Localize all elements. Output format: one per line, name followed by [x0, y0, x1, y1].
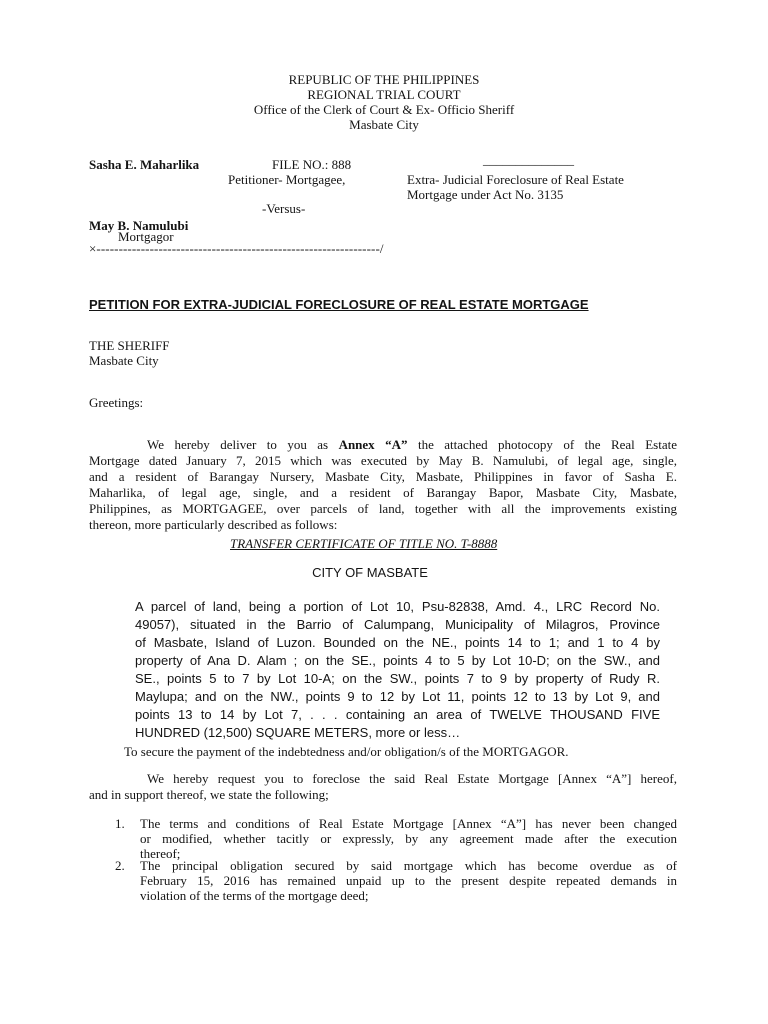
- file-number: FILE NO.: 888: [272, 157, 352, 172]
- request-line-2: and in support thereof, we state the following;: [89, 787, 329, 802]
- caption-separator: ×----------------------------------------------------------------/: [89, 241, 384, 256]
- petitioner-name: Sasha E. Maharlika: [89, 157, 200, 172]
- petitioner-role: Petitioner- Mortgagee,: [228, 172, 346, 187]
- land-description-line: A parcel of land, being a portion of Lot 10, Psu-82838, Amd. 4., LRC Record No.: [135, 599, 660, 614]
- addressee-line-1: THE SHERIFF: [89, 338, 170, 353]
- land-description-line: HUNDRED (12,500) SQUARE METERS, more or less…: [135, 725, 461, 740]
- list-item-line: violation of the terms of the mortgage deed;: [140, 888, 369, 903]
- tct-heading: TRANSFER CERTIFICATE OF TITLE NO. T-8888: [230, 536, 498, 551]
- intro-line-1: We hereby deliver to you as Annex “A” the attached photocopy of the Real Estate: [147, 437, 677, 452]
- greeting: Greetings:: [89, 395, 144, 410]
- header-court: REGIONAL TRIAL COURT: [307, 87, 461, 102]
- intro-line-2: Mortgage dated January 7, 2015 which was executed by May B. Namulubi, of legal age, single,: [89, 453, 677, 468]
- petition-title: PETITION FOR EXTRA-JUDICIAL FORECLOSURE OF REAL ESTATE MORTGAGE: [89, 297, 589, 312]
- city-heading: CITY OF MASBATE: [312, 565, 428, 580]
- land-description-line: points 13 to 14 by Lot 7, . . . containing an area of TWELVE THOUSAND FIVE: [135, 707, 660, 722]
- land-description-line: of Masbate, Island of Luzon. Bounded on the NE., points 14 to 1; and 1 to 4 by: [135, 635, 660, 650]
- case-title-line-1: Extra- Judicial Foreclosure of Real Estate: [407, 172, 624, 187]
- header-city: Masbate City: [349, 117, 419, 132]
- list-item-line: or modified, whether tacitly or expressly, by any agreement made after the execution: [140, 831, 677, 846]
- addressee-line-2: Masbate City: [89, 353, 159, 368]
- list-item-line: February 15, 2016 has remained unpaid up to the present despite repeated demands in: [140, 873, 677, 888]
- land-description-line: SE., points 5 to 7 by Lot 10-A; on the SW., points 7 to 9 by property of Rudy R.: [135, 671, 660, 686]
- request-line-1: We hereby request you to foreclose the said Real Estate Mortgage [Annex “A”] hereof,: [147, 771, 677, 786]
- file-blank-line: ______________: [483, 152, 574, 167]
- list-item-line: The principal obligation secured by said mortgage which has become overdue as of: [140, 858, 677, 873]
- respondent-role: Mortgagor: [118, 229, 174, 244]
- list-item-number: 2.: [115, 858, 125, 873]
- list-item-number: 1.: [115, 816, 125, 831]
- list-item-line: thereof;: [140, 846, 181, 861]
- versus-label: -Versus-: [262, 201, 306, 216]
- intro-line-4: Maharlika, of legal age, single, and a resident of Barangay Bapor, Masbate City, Masbate,: [89, 485, 677, 500]
- land-description-line: 49057), situated in the Barrio of Calumpang, Municipality of Milagros, Province: [135, 617, 660, 632]
- case-title-line-2: Mortgage under Act No. 3135: [407, 187, 564, 202]
- land-description-line: property of Ana D. Alam ; on the SE., points 4 to 5 by Lot 10-D; on the SW., and: [135, 653, 660, 668]
- header-republic: REPUBLIC OF THE PHILIPPINES: [288, 72, 480, 87]
- respondent-name: May B. Namulubi: [89, 218, 189, 233]
- intro-line-3: and a resident of Barangay Nursery, Masbate City, Masbate, Philippines in favor of Sasha E.: [89, 469, 677, 484]
- list-item-line: The terms and conditions of Real Estate Mortgage [Annex “A”] has never been changed: [140, 816, 677, 831]
- intro-line-6: thereon, more particularly described as follows:: [89, 517, 338, 532]
- land-description-line: Maylupa; and on the NW., points 9 to 12 by Lot 11, points 12 to 13 by Lot 9, and: [135, 689, 660, 704]
- secure-statement: To secure the payment of the indebtedness and/or obligation/s of the MORTGAGOR.: [124, 744, 569, 759]
- header-office: Office of the Clerk of Court & Ex- Officio Sheriff: [253, 102, 515, 117]
- intro-line-5: Philippines, as MORTGAGEE, over parcels of land, together with all the improvements existing: [89, 501, 677, 516]
